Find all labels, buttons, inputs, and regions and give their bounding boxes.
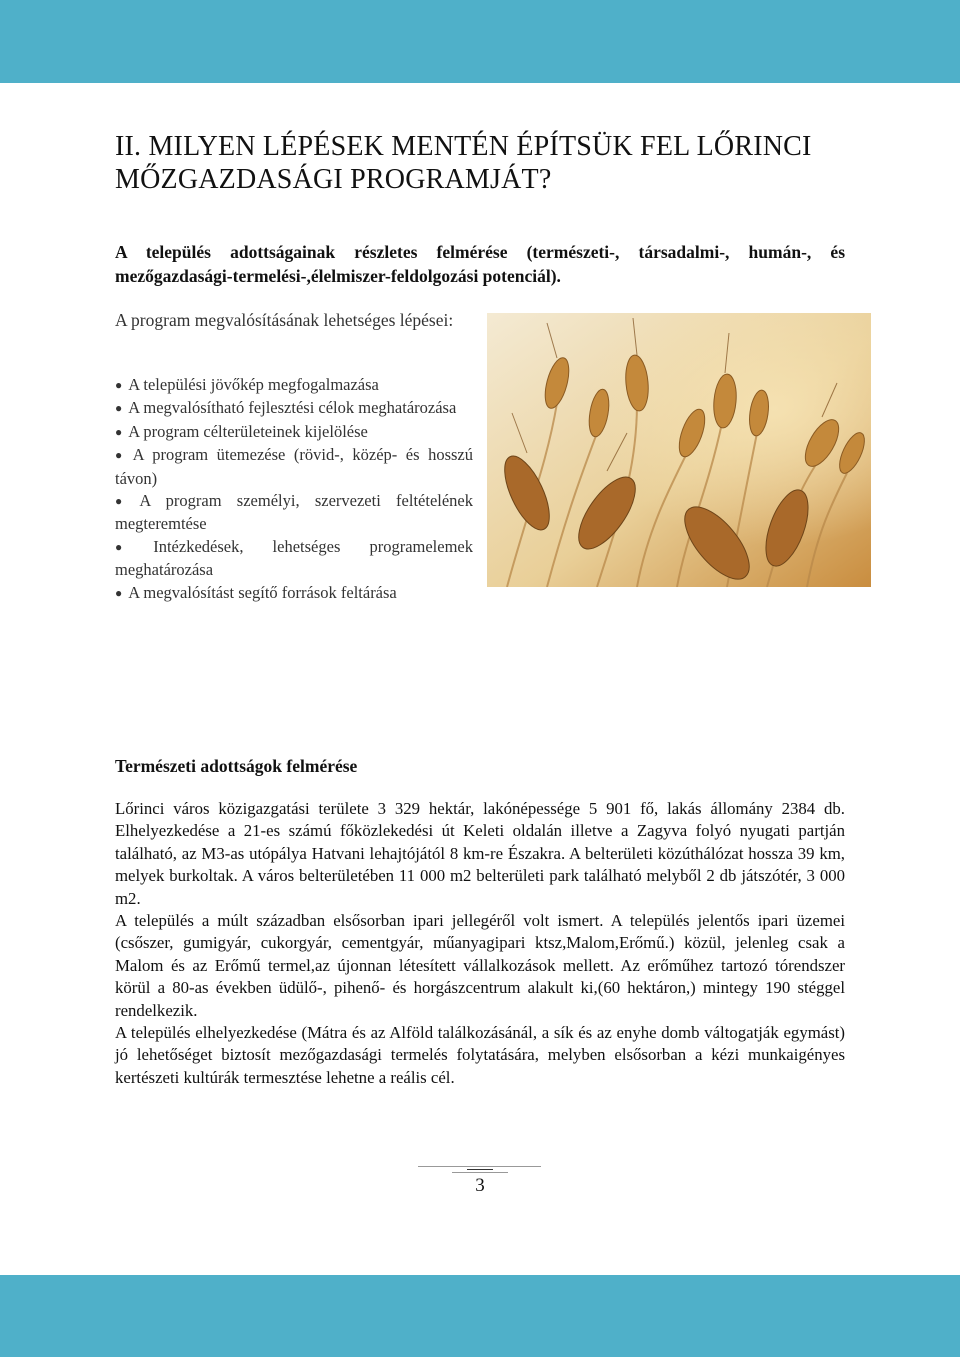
list-item: ● A program célterületeinek kijelölése bbox=[115, 421, 368, 441]
paragraph: A település elhelyezkedése (Mátra és az Alföld találkozásánál, a sík és az enyhe domb váltogatják egymást) jó lehetőséget biztosít mezőgazdasági termelés folytatására, melyben elsősorban a kézi munkaigényes kertészeti kultúrák termesztése lehetne a reális cél. bbox=[115, 1023, 845, 1087]
body-text bbox=[115, 798, 845, 1089]
list-item: ● Intézkedések, lehetséges programelemek meghatározása bbox=[115, 536, 473, 580]
bullet-icon: ● bbox=[115, 494, 134, 509]
header-band bbox=[0, 0, 960, 83]
bullet-icon: ● bbox=[115, 585, 123, 600]
page-title: II. MILYEN LÉPÉSEK MENTÉN ÉPÍTSÜK FEL LŐRINCI MŐZGAZDASÁGI PROGRAMJÁT? bbox=[115, 131, 812, 195]
page-number: 3 bbox=[475, 1175, 485, 1196]
footer-band bbox=[0, 1275, 960, 1357]
bullet-icon: ● bbox=[115, 424, 123, 439]
list-item: ● A megvalósítható fejlesztési célok meghatározása bbox=[115, 398, 457, 418]
section-heading: Természeti adottságok felmérése bbox=[115, 756, 358, 776]
footer-divider bbox=[467, 1169, 493, 1170]
paragraph: A település a múlt században elsősorban ipari jellegéről volt ismert. A település jelentős ipari üzemei (csőszer, gumigyár, cukorgyár, cementgyár, műanyagipari ktsz,Malom,Erőmű.) közül, jelenleg csak a Malom és az Erőmű termel,az újonnan létesített vállalkozások mellett. Az erőműhez tartozó tórendszer körül a 80-as években üdülő-, pihenő- és horgászcentrum alakult ki,(60 hektáron,) mintegy 190 stéggel rendelkezik. bbox=[115, 911, 845, 1020]
steps-list bbox=[115, 374, 473, 605]
paragraph: Lőrinci város közigazgatási területe 3 329 hektár, lakónépessége 5 901 fő, lakás állomány 2384 db. Elhelyezkedése a 21-es számú főközlekedési út Keleti oldalán illetve a Zagyva folyó nyugati partján található, az M3-as utópálya Hatvani lehajtójától 8 km-re Északra. A belterületi közúthálózat hossza 39 km, melyek burkoltak. A város belterületében 11 000 m2 belterületi park található melyből 2 db játszótér, 3 000 m2. bbox=[115, 799, 845, 908]
intro-paragraph: A település adottságainak részletes felmérése (természeti-, társadalmi-, humán-, és mezőgazdasági-termelési-,élelmiszer-feldolgozási potenciál). bbox=[115, 242, 845, 286]
bullet-icon: ● bbox=[115, 378, 123, 392]
wheat-ears-icon bbox=[487, 313, 871, 587]
list-item: ● A települési jövőkép megfogalmazása bbox=[115, 375, 379, 394]
footer-divider bbox=[452, 1172, 508, 1173]
steps-lead: A program megvalósításának lehetséges lépései: bbox=[115, 310, 454, 330]
wheat-photo bbox=[487, 313, 871, 587]
bullet-icon: ● bbox=[115, 401, 123, 416]
bullet-icon: ● bbox=[115, 539, 148, 554]
footer-divider bbox=[418, 1166, 541, 1167]
bullet-icon: ● bbox=[115, 448, 127, 463]
list-item: ● A program ütemezése (rövid-, közép- és hosszú távon) bbox=[115, 445, 474, 488]
list-item: ● A megvalósítást segítő források feltárása bbox=[115, 582, 397, 602]
list-item: ● A program személyi, szervezeti feltételének megteremtése bbox=[115, 491, 474, 534]
